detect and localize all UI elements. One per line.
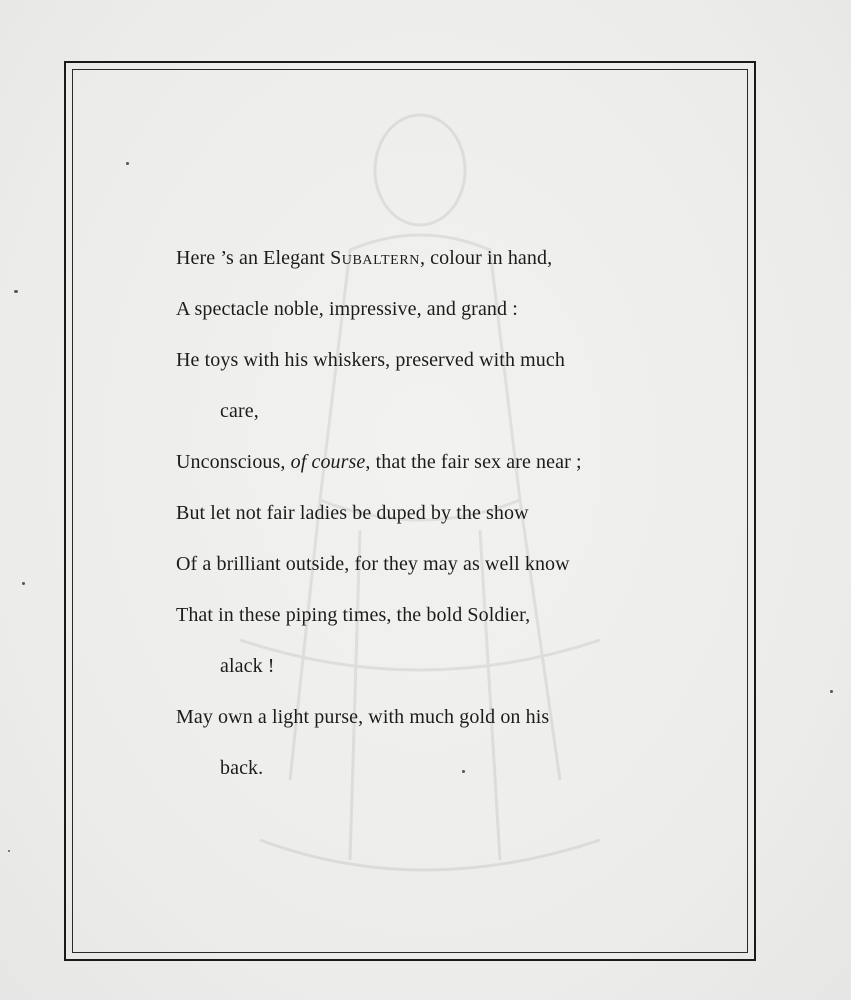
poem-line-8: May own a light purse, with much gold on his xyxy=(176,706,550,728)
poem-line-2: A spectacle noble, impressive, and grand : xyxy=(176,298,518,320)
poem-line-5: But let not fair ladies be duped by the show xyxy=(176,502,529,524)
poem-line-8-continuation: back. xyxy=(220,757,264,779)
poem-line-1-tail: , colour in hand, xyxy=(419,247,553,269)
poem-line-4-tail: , that the fair sex are near ; xyxy=(365,451,582,473)
poem-line-7: That in these piping times, the bold Soldier, xyxy=(176,604,531,626)
paper-speck xyxy=(126,162,129,165)
poem-line-1 xyxy=(176,236,656,287)
paper-speck xyxy=(22,582,25,585)
poem-line-7-continuation: alack ! xyxy=(220,655,275,677)
poem-line-4 xyxy=(176,440,656,491)
poem-line-3-continuation: care, xyxy=(220,400,259,422)
poem-line-4-lead: Unconscious, xyxy=(176,451,291,473)
paper-speck xyxy=(14,290,18,293)
paper-speck xyxy=(462,770,465,773)
paper-speck xyxy=(8,850,10,852)
subaltern-small-caps: Subaltern xyxy=(330,247,420,269)
paper-speck xyxy=(830,690,833,693)
poem-text xyxy=(176,236,656,797)
poem-line-6: Of a brilliant outside, for they may as well know xyxy=(176,553,570,575)
of-course-italic: of course xyxy=(290,451,366,473)
poem-line-1-lead: Here ’s an Elegant xyxy=(176,247,331,269)
poem-line-3: He toys with his whiskers, preserved with much xyxy=(176,349,565,371)
